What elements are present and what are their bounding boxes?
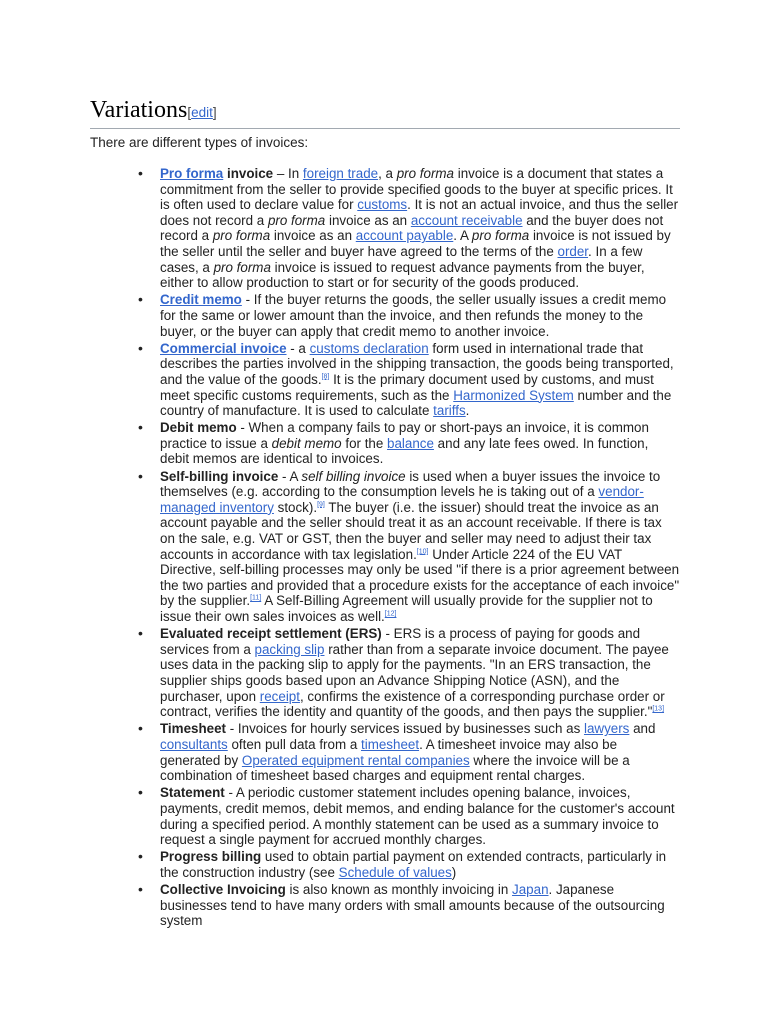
term-label: Progress billing <box>160 849 262 865</box>
intro-text: There are different types of invoices: <box>90 135 309 150</box>
term-label: Timesheet <box>160 721 226 737</box>
list-item <box>160 341 680 419</box>
body-text: It is the primary document used by customs, and must meet specific customs requirements, such as the <box>160 371 654 403</box>
article-link[interactable]: vendor-managed inventory <box>160 484 644 515</box>
article-link[interactable]: Commercial invoice <box>160 340 287 356</box>
body-text: used to obtain partial payment on extended contracts, particularly in the construction industry (see <box>160 849 667 880</box>
citation-link[interactable]: [13] <box>652 705 665 713</box>
body-text: . <box>465 403 470 419</box>
section-title: Variations <box>90 97 188 123</box>
body-text: invoice is issued to request advance payments from the buyer, either to allow production to start or for security of the goods produced. <box>160 259 645 291</box>
article-link[interactable]: timesheet <box>361 736 420 752</box>
citation-link[interactable]: [12] <box>384 610 397 618</box>
list-item <box>160 420 680 467</box>
list-item <box>160 292 680 339</box>
list-item <box>160 849 680 880</box>
article-link[interactable]: lawyers <box>583 721 630 737</box>
body-text: invoice as an <box>270 228 356 244</box>
article-link[interactable]: packing slip <box>254 641 325 657</box>
article-link[interactable]: account payable <box>355 228 454 244</box>
body-text: – In <box>273 166 303 181</box>
edit-section: [edit] <box>187 105 217 120</box>
citation-link[interactable]: [8] <box>321 373 330 381</box>
body-text: - a <box>286 340 310 356</box>
emphasis-text: pro forma <box>471 228 530 244</box>
body-text: form used in international trade that describes the parties involved in the shipping transaction, the goods being transported, and the value of the goods. <box>160 340 674 387</box>
body-text: . Japanese businesses tend to have many orders with small amounts because of the outsourcing system <box>160 882 665 929</box>
article-link[interactable]: Schedule of values <box>338 864 452 880</box>
emphasis-text: pro forma <box>267 212 326 228</box>
body-text: invoice as an <box>325 212 411 228</box>
body-text: . A <box>453 228 472 244</box>
body-text: often pull data from a <box>227 736 361 752</box>
list-item <box>160 721 680 783</box>
article-link[interactable]: receipt <box>259 688 300 704</box>
citation-ref <box>652 706 664 713</box>
body-text: where the invoice will be a combination of timesheet based charges and equipment rental charges. <box>160 752 630 784</box>
body-text: The buyer (i.e. the issuer) should treat the invoice as an account payable and the seller should treat it as an account receivable. If there is tax on the sale, e.g. VAT or GST, then the buyer and seller may need to adjust their tax accounts in accordance with tax legislation. <box>160 499 662 562</box>
article-link[interactable]: Operated equipment rental companies <box>241 752 470 768</box>
body-text: and <box>629 721 656 737</box>
body-text: - When a company fails to pay or short-pays an invoice, it is common practice to issue a <box>160 420 649 451</box>
body-text: - A periodic customer statement includes opening balance, invoices, payments, credit memos, debit memos, and ending balance for the customer's account during a specified period. A monthly statement can be used as a summary invoice to request a single payment for accrued monthly charges. <box>160 785 675 848</box>
list-item <box>160 166 680 291</box>
body-text: is also known as monthly invoicing in <box>285 882 513 898</box>
body-text: invoice is a document that states a commitment from the seller to provide specified goods to the buyer at specific prices. It is often used to declare value for <box>160 166 673 213</box>
body-text: and any late fees owed. In function, debit memos are identical to invoices. <box>160 435 649 467</box>
body-text: ) <box>451 864 457 880</box>
article-link[interactable]: Japan <box>512 882 549 898</box>
article-link[interactable]: Pro forma <box>160 166 224 181</box>
term-label: invoice <box>223 166 274 181</box>
article-link[interactable]: foreign trade <box>302 166 379 181</box>
body-text: A Self-Billing Agreement will usually provide for the supplier not to issue their own sales invoices as well. <box>160 593 653 624</box>
body-text: rather than from a separate invoice document. The payee uses data in the packing slip to apply for the payments. "In an ERS transaction, the supplier ships goods based upon an Advance Shipping Notice (ASN), and the purchaser, upon <box>160 641 669 704</box>
body-text: , a <box>378 166 397 181</box>
citation-link[interactable]: [10] <box>416 548 429 556</box>
body-text: - Invoices for hourly services issued by businesses such as <box>226 721 584 737</box>
body-text: - ERS is a process of paying for goods and services from a <box>160 626 641 657</box>
term-label: Evaluated receipt settlement (ERS) <box>160 626 382 642</box>
body-text: and the buyer does not record a <box>160 212 664 244</box>
emphasis-text: pro forma <box>212 228 271 244</box>
citation-ref <box>385 611 397 618</box>
body-text: , confirms the existence of a corresponding purchase order or contract, verifies the identity and quantity of the goods, and then pays the supplier." <box>160 688 665 720</box>
list-item <box>160 882 680 929</box>
body-text: is used when a buyer issues the invoice to themselves (e.g. according to the consumption levels he is taking out of a <box>160 468 661 500</box>
body-text: number and the country of manufacture. It is used to calculate <box>160 387 672 419</box>
citation-ref <box>417 548 429 555</box>
article-link[interactable]: account receivable <box>410 212 523 228</box>
term-label: Debit memo <box>160 420 237 436</box>
emphasis-text: self billing invoice <box>301 468 406 484</box>
body-text: . In a few cases, a <box>160 243 643 275</box>
term-label: Collective Invoicing <box>160 882 286 898</box>
citation-link[interactable]: [9] <box>317 501 325 509</box>
list-item <box>160 626 680 720</box>
section-heading <box>90 96 680 129</box>
body-text: Under Article 224 of the EU VAT Directive, self-billing processes may only be used "if there is a prior agreement between the two parties and provided that a procedure exists for the acceptance of each invoice" by the supplier. <box>160 546 680 609</box>
article-link[interactable]: consultants <box>160 736 228 752</box>
article-link[interactable]: Harmonized System <box>453 387 574 403</box>
body-text: - A <box>278 468 302 484</box>
body-text: stock). <box>273 499 318 515</box>
term-label: Statement <box>160 785 225 801</box>
article-link[interactable]: balance <box>387 435 434 451</box>
edit-link[interactable]: edit <box>191 105 213 120</box>
body-text: - If the buyer returns the goods, the seller usually issues a credit memo for the same or lower amount than the invoice, and then refunds the money to the buyer, or the buyer can apply that credit memo to another invoice. <box>160 292 667 339</box>
citation-ref <box>317 501 325 508</box>
invoice-types-list <box>160 166 680 930</box>
list-item <box>160 469 680 625</box>
body-text: for the <box>341 435 388 451</box>
body-text: . It is not an actual invoice, and thus the seller does not record a <box>160 197 679 228</box>
term-label: Self-billing invoice <box>160 468 279 484</box>
list-item <box>160 785 680 847</box>
body-text: invoice is not issued by the seller until the seller and buyer have agreed to the terms of the <box>160 228 671 259</box>
article-link[interactable]: tariffs <box>433 403 466 419</box>
emphasis-text: pro forma <box>396 166 455 181</box>
article-link[interactable]: Credit memo <box>160 292 242 308</box>
body-text: . A timesheet invoice may also be generated by <box>160 736 618 768</box>
article-link[interactable]: customs declaration <box>309 340 429 356</box>
emphasis-text: pro forma <box>213 259 271 275</box>
emphasis-text: debit memo <box>271 435 342 451</box>
citation-link[interactable]: [11] <box>250 594 262 602</box>
article-link[interactable]: customs <box>357 197 408 213</box>
article-link[interactable]: order <box>557 243 589 259</box>
citation-ref <box>250 595 261 602</box>
